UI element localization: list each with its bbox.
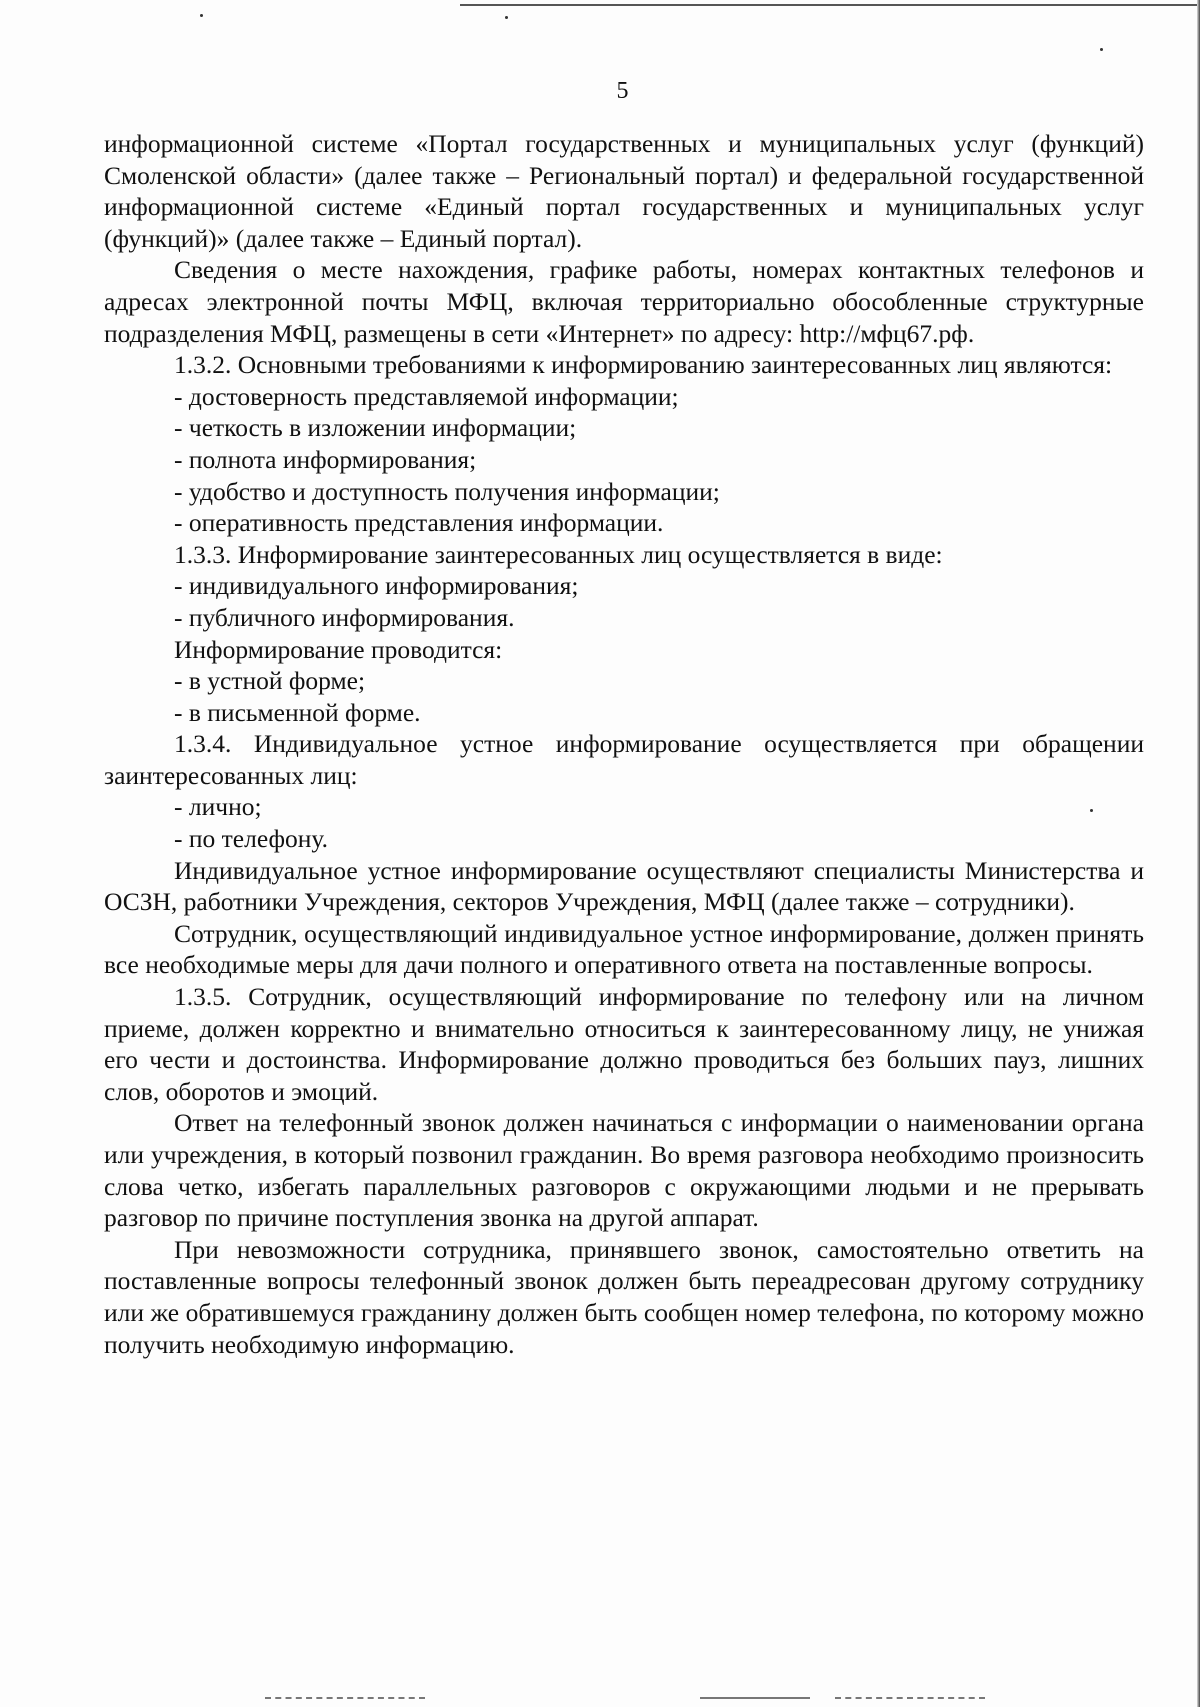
scan-artifact-top-line <box>460 4 1200 6</box>
paragraph: Сведения о месте нахождения, графике работы, номерах контактных телефонов и адресах электронной почты МФЦ, включая территориально обособленные структурные подразделения МФЦ, размещены в сети «Интернет» по адресу: http://мфц67.рф. <box>104 255 1144 348</box>
list-item: 1.3.3. Информирование заинтересованных лиц осуществляется в виде: <box>174 539 943 569</box>
paragraph: Ответ на телефонный звонок должен начинаться с информации о наименовании органа или учреждения, в который позвонил гражданин. Во время разговора необходимо произносить слова четко, избегать параллельных разговоров с окружающими людьми и не прерывать разговор по причине поступления звонка на другой аппарат. <box>104 1108 1144 1233</box>
paragraph: информационной системе «Портал государственных и муниципальных услуг (функций) Смоленской области» (далее также – Региональный портал) и федеральной государственной информационной системе «Единый портал государственных и муниципальных услуг (функций)» (далее также – Единый портал). <box>104 129 1144 253</box>
scan-artifact-bottom-line <box>835 1697 985 1699</box>
scan-speck <box>200 14 203 17</box>
list-item: - полнота информирования; <box>174 444 477 474</box>
list-item: - в письменной форме. <box>174 697 421 727</box>
list-item: Информирование проводится: <box>174 634 503 664</box>
list-item: - публичного информирования. <box>174 602 515 632</box>
paragraph: Индивидуальное устное информирование осуществляют специалисты Министерства и ОСЗН, работники Учреждения, секторов Учреждения, МФЦ (далее также – сотрудники). <box>104 855 1144 917</box>
scan-artifact-bottom-line <box>265 1697 425 1699</box>
paragraph: При невозможности сотрудника, принявшего звонок, самостоятельно ответить на поставленные вопросы телефонный звонок должен быть переадресован другому сотруднику или же обратившемуся гражданину должен быть сообщен номер телефона, по которому можно получить необходимую информацию. <box>104 1234 1144 1359</box>
document-body <box>104 128 1144 1360</box>
paragraph: 1.3.5. Сотрудник, осуществляющий информирование по телефону или на личном приеме, должен корректно и внимательно относиться к заинтересованному лицу, не унижая его чести и достоинства. Информирование должно проводиться без больших пауз, лишних слов, оборотов и эмоций. <box>104 982 1144 1106</box>
list-item: - оперативность представления информации. <box>174 508 664 538</box>
list-item: - в устной форме; <box>174 666 366 696</box>
list-item: - лично; <box>174 792 262 822</box>
scan-artifact-bottom-line <box>700 1697 810 1699</box>
scan-speck <box>505 16 508 19</box>
list-item: - удобство и доступность получения информации; <box>174 476 720 506</box>
page-number: 5 <box>616 78 629 104</box>
list-item: - индивидуального информирования; <box>174 571 579 601</box>
paragraph: 1.3.4. Индивидуальное устное информирование осуществляется при обращении заинтересованных лиц: <box>104 729 1144 790</box>
paragraph: Сотрудник, осуществляющий индивидуальное устное информирование, должен принять все необходимые меры для дачи полного и оперативного ответа на поставленные вопросы. <box>104 918 1144 980</box>
list-item: - четкость в изложении информации; <box>174 413 577 443</box>
scan-speck <box>1100 48 1103 51</box>
list-item: - достоверность представляемой информации; <box>174 381 679 411</box>
list-item: - по телефону. <box>174 824 328 854</box>
paragraph: 1.3.2. Основными требованиями к информированию заинтересованных лиц являются: <box>174 350 1113 380</box>
